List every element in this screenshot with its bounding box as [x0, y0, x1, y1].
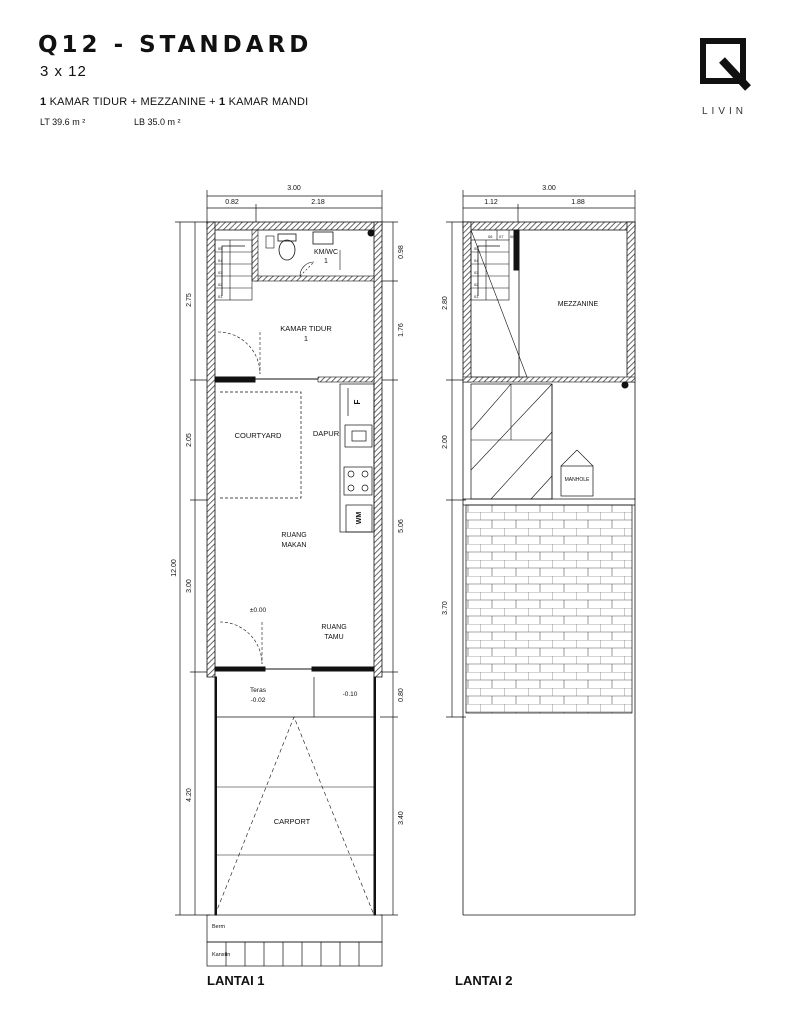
caption-lantai-2: LANTAI 2: [455, 973, 513, 988]
room-ruang-tamu-2: TAMU: [324, 634, 344, 641]
carport: [215, 717, 374, 915]
dim-left-d2-2: 2.00: [442, 435, 449, 449]
label-manhole: MANHOLE: [564, 477, 590, 483]
fridge-label: F: [353, 399, 362, 405]
dim-right-1: [380, 222, 398, 915]
desc-mid: KAMAR TIDUR + MEZZANINE +: [46, 96, 219, 108]
room-kmwc: KM/WC: [313, 249, 339, 256]
plan-label: 07: [499, 234, 504, 239]
berm-kanstin: [207, 915, 382, 966]
plan-label: 05: [474, 246, 479, 251]
building-area: LB 35.0 m ²: [134, 117, 181, 127]
dim-top-1: [207, 190, 382, 222]
stair-numbers-1: [218, 246, 223, 299]
dim-left-d1-1: 2.75: [186, 293, 193, 307]
page-title: Q12 - STANDARD: [38, 32, 313, 58]
room-kmwc-num: 1: [324, 258, 328, 265]
plan-label: 06: [488, 234, 493, 239]
room-mezzanine: MEZZANINE: [557, 301, 599, 308]
plan-label: 02: [474, 282, 479, 287]
kitchen-counter: [340, 384, 374, 532]
dim-top-total-1: 3.00: [287, 185, 301, 192]
dim-top-a-1: 0.82: [225, 199, 239, 206]
plan-label: 03: [218, 270, 223, 275]
dim-right-d4-1: 0.80: [398, 688, 405, 702]
dim-right-d5-1: 3.40: [398, 811, 405, 825]
dim-top-a-2: 1.12: [484, 199, 498, 206]
plan-label: 02: [218, 282, 223, 287]
plan-lantai-1: [175, 190, 398, 966]
dim-top-total-2: 3.00: [542, 185, 556, 192]
level-0: ±0.00: [249, 607, 267, 614]
plan-label: 01: [474, 294, 479, 299]
desc-end: KAMAR MANDI: [225, 96, 309, 108]
dim-right-d3-1: 5.06: [398, 519, 405, 533]
land-area: LT 39.6 m ²: [40, 117, 86, 127]
room-courtyard: COURTYARD: [234, 431, 282, 440]
caption-lantai-1: LANTAI 1: [207, 973, 265, 988]
dim-top-b-2: 1.88: [571, 199, 585, 206]
dim-left-d4-1: 4.20: [186, 788, 193, 802]
room-ruang-makan: RUANG: [281, 532, 307, 539]
room-dapur: DAPUR: [312, 429, 340, 438]
plan-label: 03: [474, 270, 479, 275]
dim-left-d1-2: 2.80: [442, 296, 449, 310]
bathroom-count: 1: [219, 96, 226, 108]
room-carport: CARPORT: [273, 817, 311, 826]
plan-label: 04: [218, 258, 223, 263]
wm-label: WM: [356, 511, 363, 525]
logo-text: LIVIN: [702, 106, 748, 117]
dim-right-d2-1: 1.76: [398, 323, 405, 337]
plan-label: 04: [474, 258, 479, 263]
dim-top-2: [463, 190, 635, 222]
label-berm: Berm: [212, 924, 226, 930]
room-ruang-tamu: RUANG: [321, 624, 347, 631]
plot-size: 3 x 12: [40, 63, 87, 80]
dim-left-d3-2: 3.70: [442, 601, 449, 615]
dim-left-d2-1: 2.05: [186, 433, 193, 447]
label-kanstin: Kanstin: [212, 952, 231, 958]
plan-label: 01: [218, 294, 223, 299]
level-010: -0.10: [342, 691, 358, 698]
room-ruang-makan-2: MAKAN: [281, 542, 307, 549]
bedroom-count: 1: [40, 96, 47, 108]
room-kamar-num: 1: [303, 334, 309, 343]
dim-right-d1-1: 0.98: [398, 245, 405, 259]
dim-left-1: [175, 222, 210, 915]
room-kamar-tidur: KAMAR TIDUR: [280, 324, 332, 333]
dim-left-total-1: 12.00: [171, 559, 178, 577]
dim-left-d3-1: 3.00: [186, 579, 193, 593]
room-teras: Teras: [250, 687, 266, 694]
plan-label: 08: [510, 234, 515, 239]
dim-top-b-1: 2.18: [311, 199, 325, 206]
level-teras: -0.02: [250, 697, 266, 704]
plan-label: 05: [218, 246, 223, 251]
